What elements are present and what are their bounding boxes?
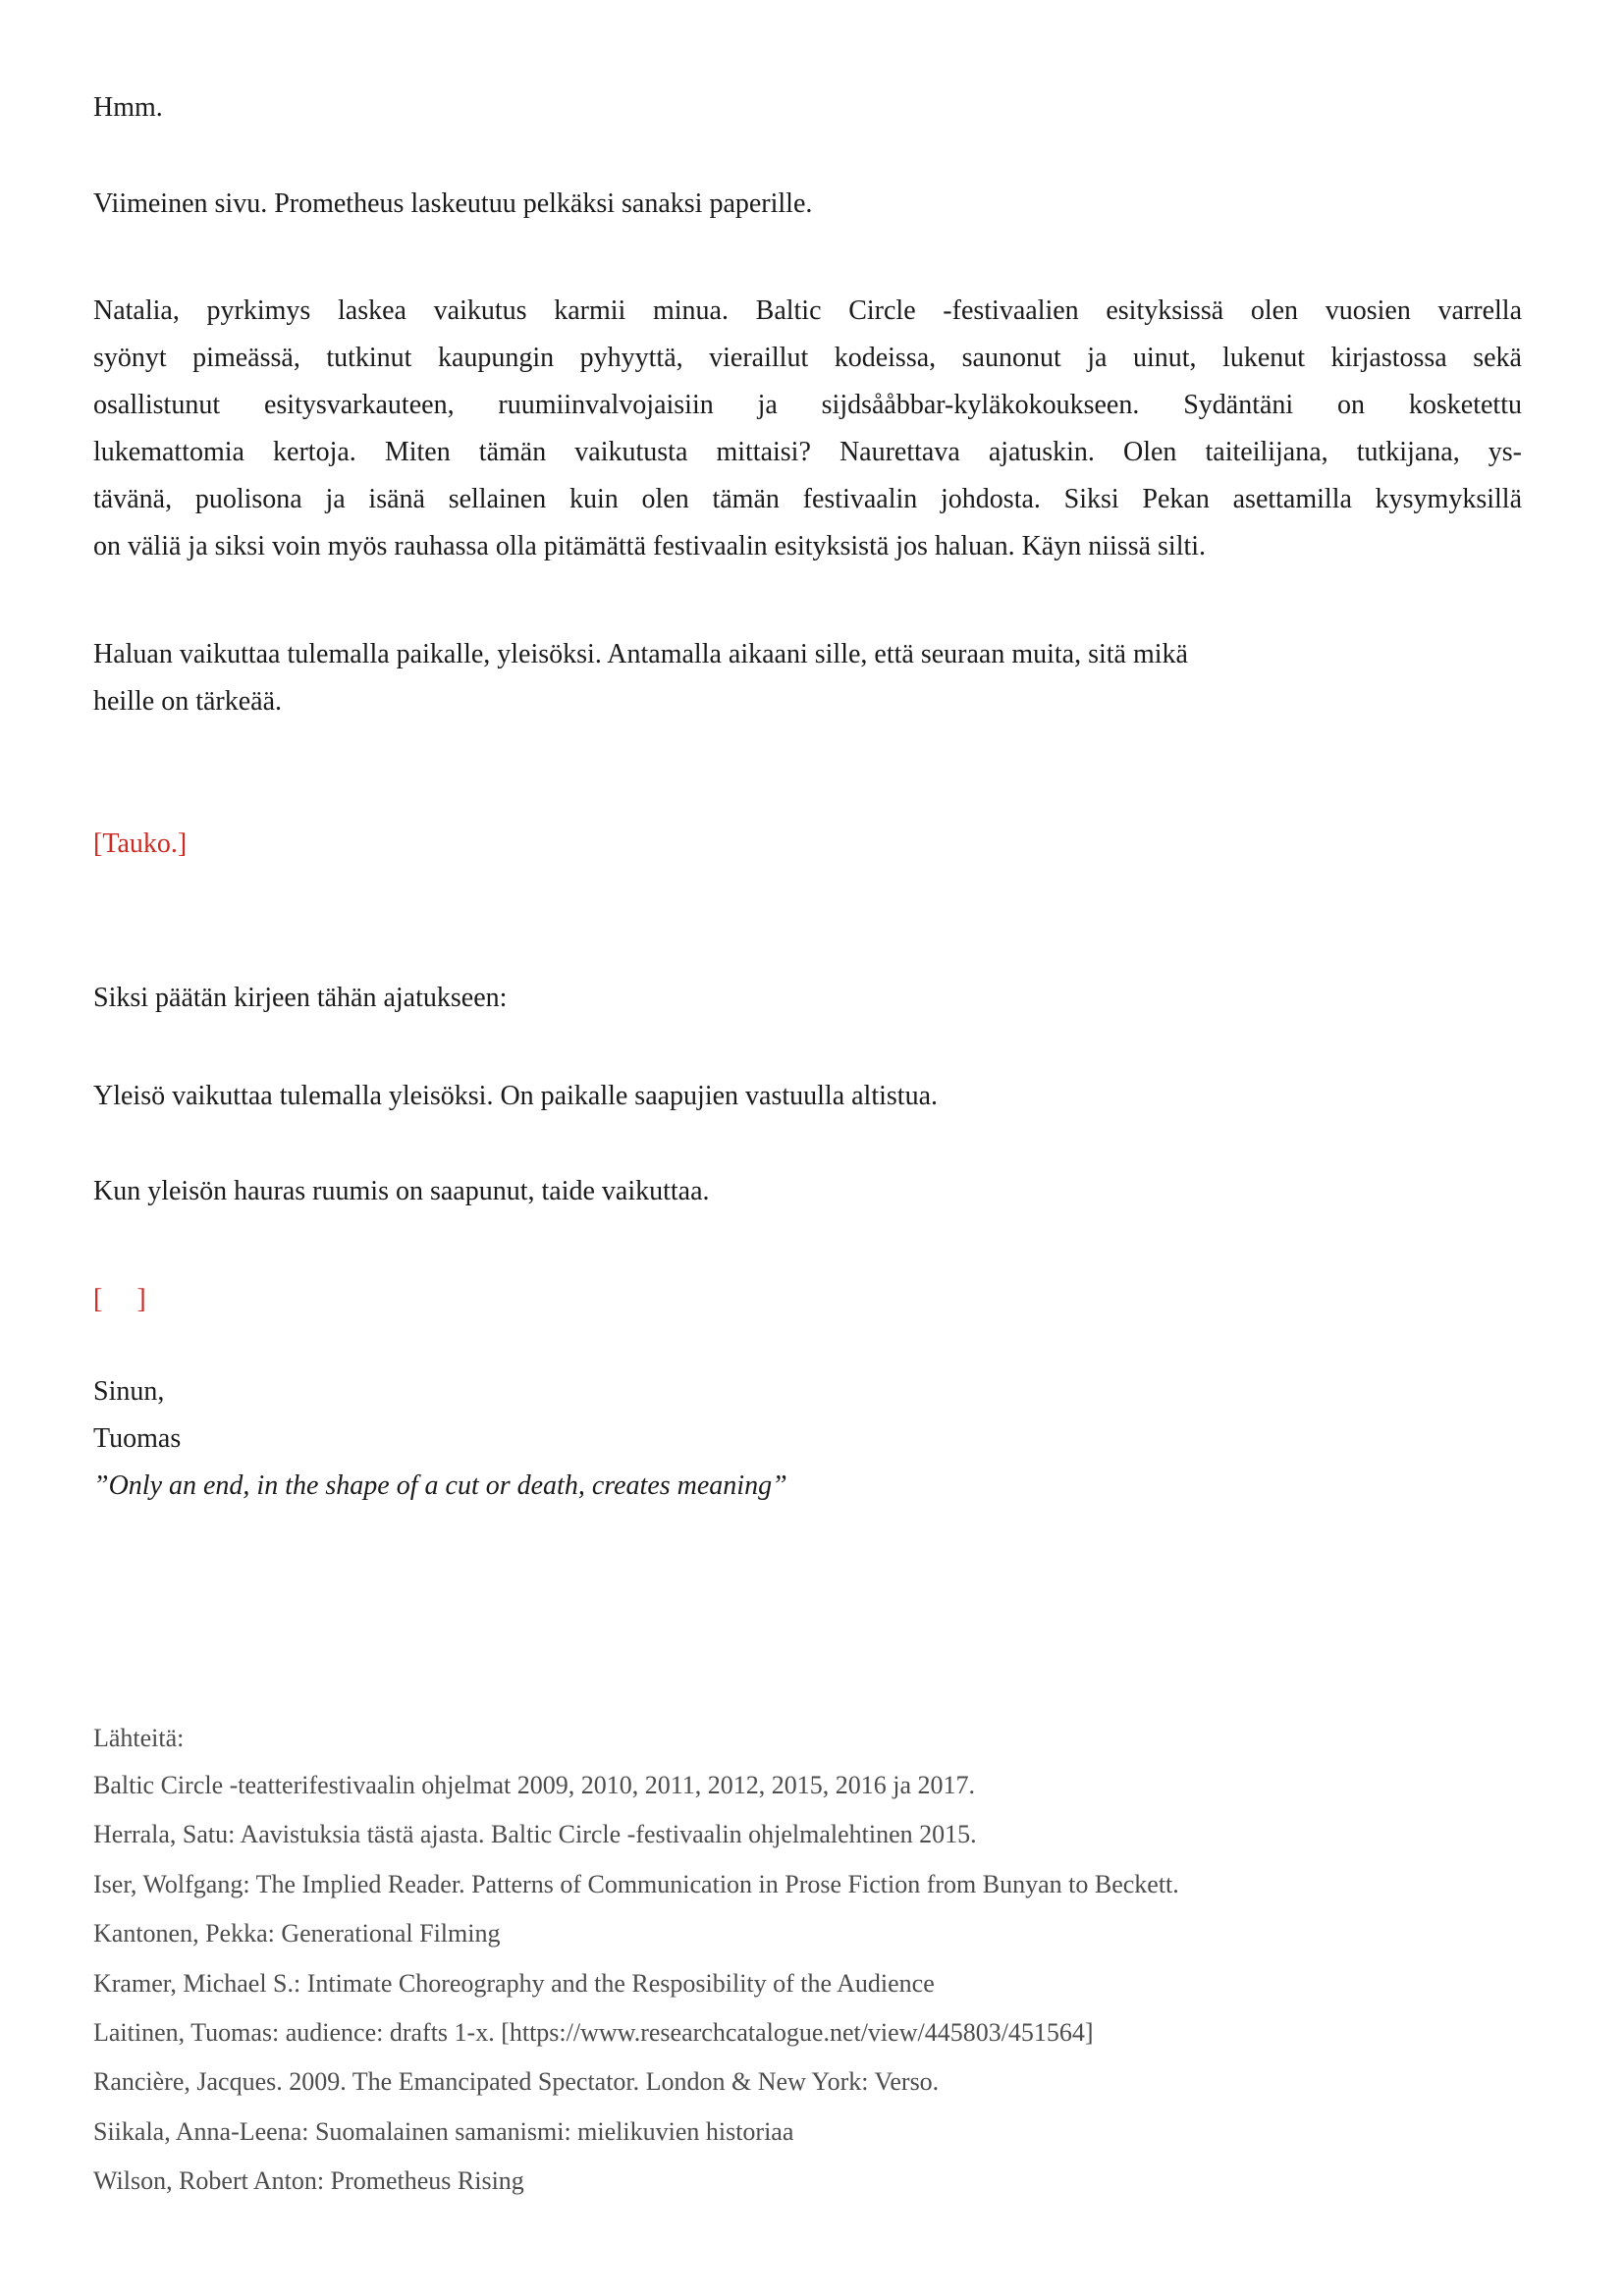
source-entry: Kantonen, Pekka: Generational Filming <box>93 1919 501 1949</box>
paragraph-line: tävänä, puolisona ja isänä sellainen kuin olen tämän festivaalin johdosta. Siksi Pekan asettamilla kysymyksillä <box>93 484 1522 514</box>
closing-intro-line: Siksi päätän kirjeen tähän ajatukseen: <box>93 983 508 1013</box>
closing-quote: ”Only an end, in the shape of a cut or death, creates meaning” <box>93 1470 787 1501</box>
source-entry: Siikala, Anna-Leena: Suomalainen samanismi: mielikuvien historiaa <box>93 2116 794 2146</box>
last-page-line: Viimeinen sivu. Prometheus laskeutuu pelkäksi sanaksi paperille. <box>93 188 813 219</box>
paragraph-line: syönyt pimeässä, tutkinut kaupungin pyhyyttä, vieraillut kodeissa, saunonut ja uinut, lukenut kirjastossa sekä <box>93 343 1522 373</box>
sources-section <box>93 1714 1522 1763</box>
source-entry: Baltic Circle -teatterifestivaalin ohjelmat 2009, 2010, 2011, 2012, 2015, 2016 ja 2017. <box>93 1771 976 1799</box>
source-entry: Rancière, Jacques. 2009. The Emancipated Spectator. London & New York: Verso. <box>93 2067 940 2097</box>
signature-name: Tuomas <box>93 1423 182 1454</box>
source-entry: Iser, Wolfgang: The Implied Reader. Patterns of Communication in Prose Fiction from Bunyan to Beckett. <box>93 1869 1179 1898</box>
haluan-paragraph <box>93 631 1522 725</box>
closing-thought-line: Yleisö vaikuttaa tulemalla yleisöksi. On paikalle saapujien vastuulla altistua. <box>93 1081 939 1111</box>
paragraph-line: osallistunut esitysvarkauteen, ruumiinvalvojaisiin ja sijdsååbbar-kyläkokoukseen. Sydäntäni on kosketettu <box>93 390 1522 420</box>
sources-list <box>93 1761 1522 2207</box>
pause-marker: [Tauko.] <box>93 828 188 859</box>
paragraph-line: on väliä ja siksi voin myös rauhassa olla pitämättä festivaalin esityksistä jos haluan. Käyn niissä silti. <box>93 531 1207 561</box>
sources-heading: Lähteitä: <box>93 1724 185 1752</box>
paragraph-line: Natalia, pyrkimys laskea vaikutus karmii minua. Baltic Circle -festivaalien esityksissä olen vuosien varrella <box>93 295 1522 326</box>
empty-bracket-marker: [ ] <box>93 1284 146 1314</box>
source-entry: Laitinen, Tuomas: audience: drafts 1-x. [https://www.researchcatalogue.net/view/445803/451564] <box>93 2018 1094 2048</box>
opening-word: Hmm. <box>93 92 163 123</box>
signoff-line: Sinun, <box>93 1376 165 1407</box>
source-entry: Wilson, Robert Anton: Prometheus Rising <box>93 2166 524 2196</box>
paragraph-line: Haluan vaikuttaa tulemalla paikalle, yleisöksi. Antamalla aikaani sille, että seuraan muita, sitä mikä <box>93 639 1188 669</box>
source-entry: Herrala, Satu: Aavistuksia tästä ajasta. Baltic Circle -festivaalin ohjelmalehtinen 2015. <box>93 1820 977 1849</box>
natalia-paragraph <box>93 288 1522 570</box>
closing-thought-line: Kun yleisön hauras ruumis on saapunut, taide vaikuttaa. <box>93 1176 710 1206</box>
source-entry: Kramer, Michael S.: Intimate Choreography and the Resposibility of the Audience <box>93 1968 935 1998</box>
paragraph-line: lukemattomia kertoja. Miten tämän vaikutusta mittaisi? Naurettava ajatuskin. Olen taiteilijana, tutkijana, ys- <box>93 437 1522 467</box>
paragraph-line: heille on tärkeää. <box>93 686 283 717</box>
